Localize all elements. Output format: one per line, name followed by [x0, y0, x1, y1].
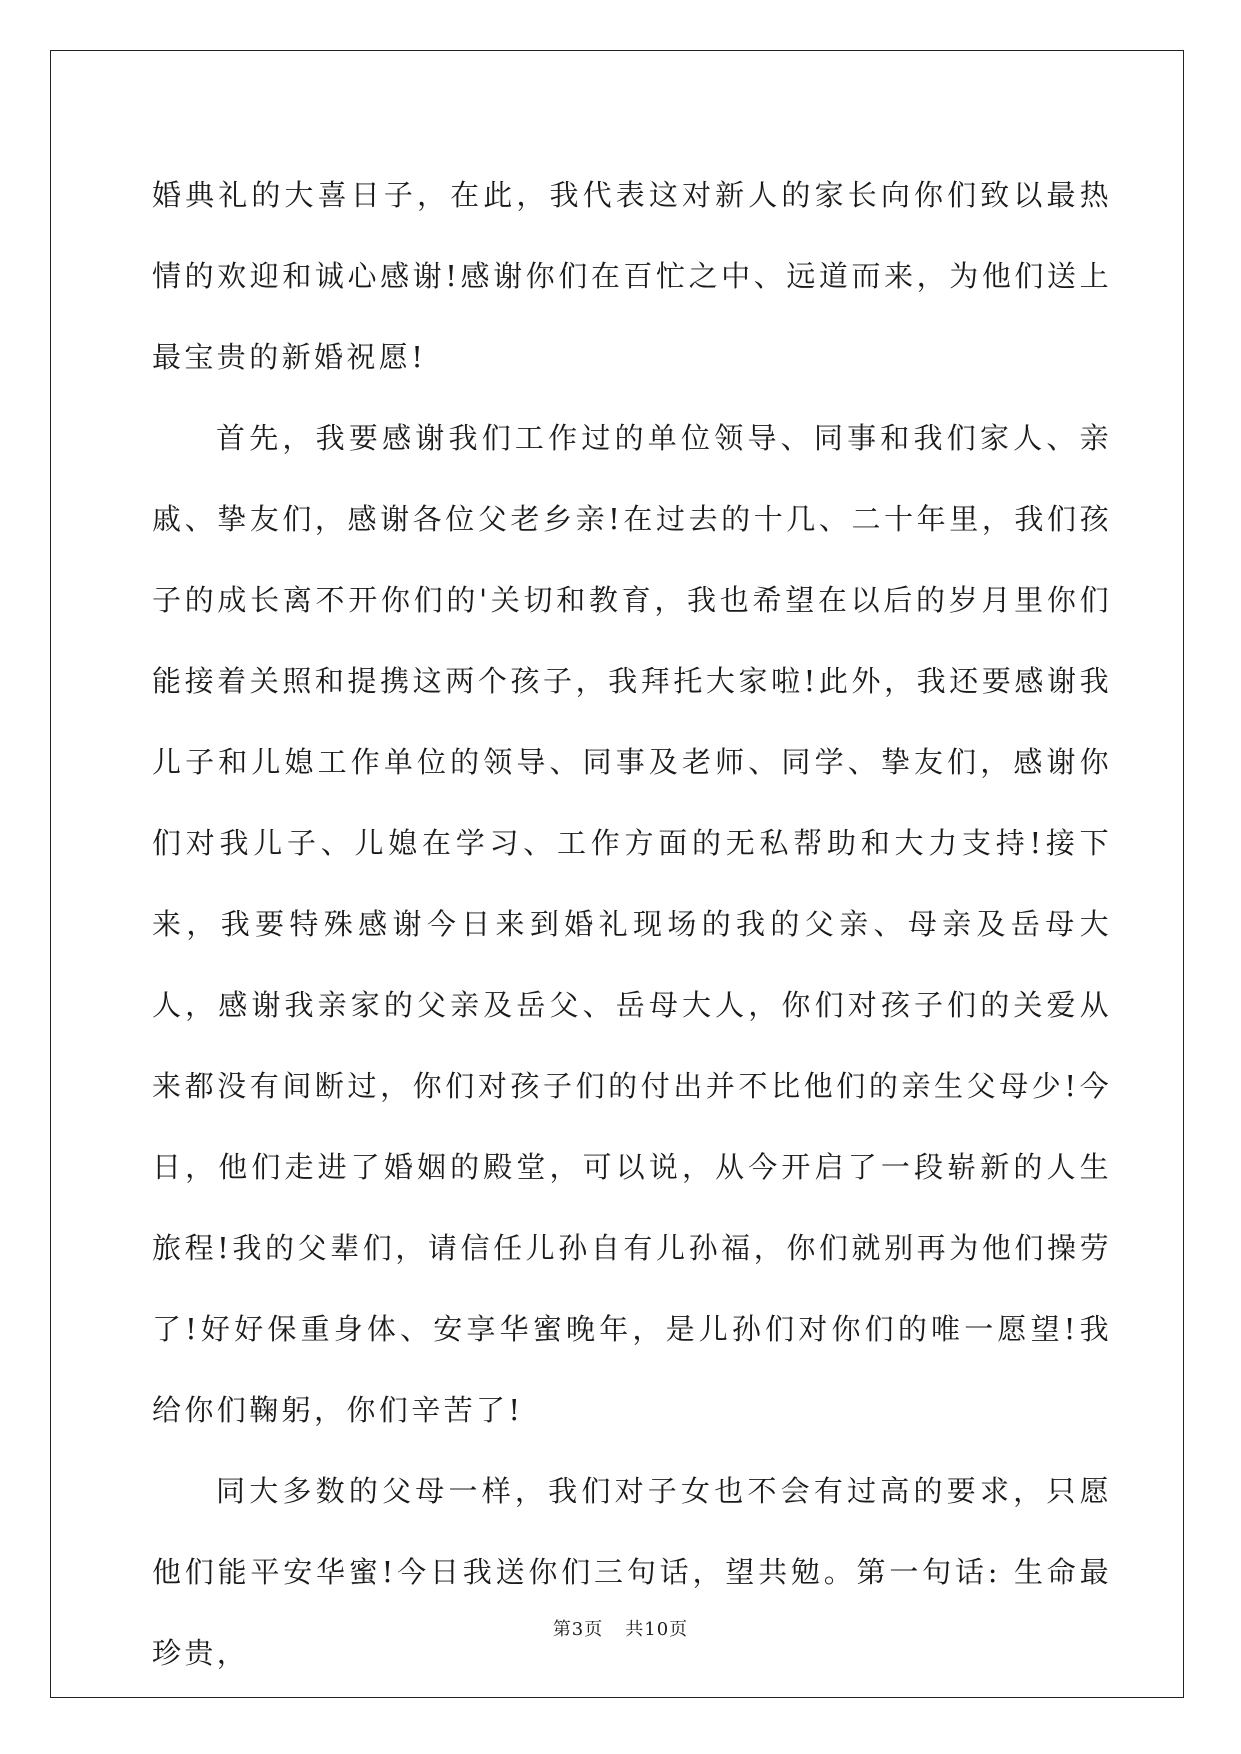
- paragraph-2: 首先，我要感谢我们工作过的单位领导、同事和我们家人、亲戚、挚友们，感谢各位父老乡亲!在过去的十几、二十年里，我们孩子的成长离不开你们的'关切和教育，我也希望在以后的岁月里你们能接着关照和提携这两个孩子，我拜托大家啦!此外，我还要感谢我儿子和儿媳工作单位的领导、同事及老师、同学、挚友们，感谢你们对我儿子、儿媳在学习、工作方面的无私帮助和大力支持!接下来，我要特殊感谢今日来到婚礼现场的我的父亲、母亲及岳母大人，感谢我亲家的父亲及岳父、岳母大人，你们对孩子们的关爱从来都没有间断过，你们对孩子们的付出并不比他们的亲生父母少!今日，他们走进了婚姻的殿堂，可以说，从今开启了一段崭新的人生旅程!我的父辈们，请信任儿孙自有儿孙福，你们就别再为他们操劳了!好好保重身体、安享华蜜晚年，是儿孙们对你们的唯一愿望!我给你们鞠躬，你们辛苦了!: [152, 421, 1112, 1427]
- paragraph-1: 婚典礼的大喜日子，在此，我代表这对新人的家长向你们致以最热情的欢迎和诚心感谢!感谢你们在百忙之中、远道而来，为他们送上最宝贵的新婚祝愿!: [152, 178, 1112, 374]
- page-footer: [0, 1615, 1241, 1641]
- page-total: 共10页: [625, 1619, 689, 1640]
- document-body: [152, 155, 1112, 1694]
- page-number: 第3页: [552, 1619, 604, 1640]
- paragraph-3: 同大多数的父母一样，我们对子女也不会有过高的要求，只愿他们能平安华蜜!今日我送你们三句话，望共勉。第一句话: 生命最珍贵，: [152, 1474, 1112, 1670]
